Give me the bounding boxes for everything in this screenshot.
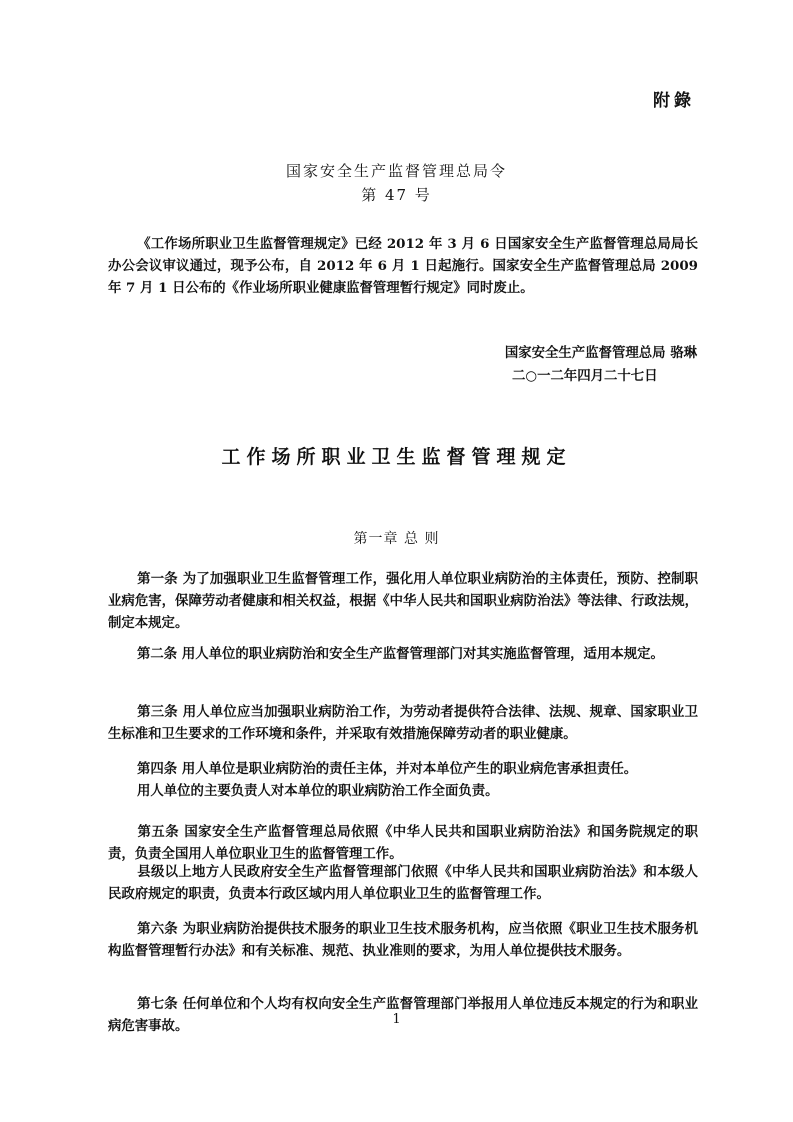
article-6 (108, 918, 698, 962)
article-text: 第七条 任何单位和个人均有权向安全生产监督管理部门举报用人单位违反本规定的行为和职业病危害事故。 (108, 996, 698, 1034)
article-text: 用人单位的主要负责人对本单位的职业病防治工作全面负责。 (137, 783, 499, 799)
signature-date: 二○一二年四月二十七日 (512, 368, 658, 384)
article-5-paragraph-2 (108, 861, 698, 905)
page-number: 1 (392, 1012, 401, 1027)
order-number: 第 47 号 (361, 186, 432, 204)
order-issuer: 国家安全生产监督管理总局令 (285, 162, 507, 180)
article-5 (108, 821, 698, 865)
regulation-title: 工作场所职业卫生监督管理规定 (221, 446, 572, 468)
article-text: 第五条 国家安全生产监督管理总局依照《中华人民共和国职业病防治法》和国务院规定的职责，负责全国用人单位职业卫生的监督管理工作。 (108, 824, 698, 862)
article-2 (108, 643, 698, 665)
article-text: 第四条 用人单位是职业病防治的责任主体，并对本单位产生的职业病危害承担责任。 (137, 761, 638, 777)
article-text: 县级以上地方人民政府安全生产监督管理部门依照《中华人民共和国职业病防治法》和本级人民政府规定的职责，负责本行政区域内用人单位职业卫生的监督管理工作。 (108, 864, 698, 902)
order-text: 《工作场所职业卫生监督管理规定》已经 2012 年 3 月 6 日国家安全生产监督管理总局局长办公会议审议通过，现予公布，自 2012 年 6 月 1 日起施行。国家安全生产监督管理总局 2009 年 7 月 1 日公布的《作业场所职业健康监督管理暂行规定》同时废止。 (108, 236, 698, 296)
article-text: 第二条 用人单位的职业病防治和安全生产监督管理部门对其实施监督管理，适用本规定。 (137, 646, 664, 662)
order-paragraph (108, 233, 698, 299)
article-text: 第六条 为职业病防治提供技术服务的职业卫生技术服务机构，应当依照《职业卫生技术服务机构监督管理暂行办法》和有关标准、规范、执业准则的要求，为用人单位提供技术服务。 (108, 921, 698, 959)
article-3 (108, 701, 698, 745)
article-text: 第三条 用人单位应当加强职业病防治工作，为劳动者提供符合法律、法规、规章、国家职业卫生标准和卫生要求的工作环境和条件，并采取有效措施保障劳动者的职业健康。 (108, 704, 698, 742)
article-1 (108, 568, 698, 634)
signature-org: 国家安全生产监督管理总局 骆琳 (504, 345, 697, 361)
appendix-label: 附錄 (653, 91, 695, 111)
article-4 (108, 758, 698, 780)
article-text: 第一条 为了加强职业卫生监督管理工作，强化用人单位职业病防治的主体责任，预防、控制职业病危害，保障劳动者健康和相关权益，根据《中华人民共和国职业病防治法》等法律、行政法规，制定本规定。 (108, 571, 698, 631)
article-4-paragraph-2 (108, 780, 698, 802)
chapter-title: 第一章 总 则 (353, 531, 440, 547)
